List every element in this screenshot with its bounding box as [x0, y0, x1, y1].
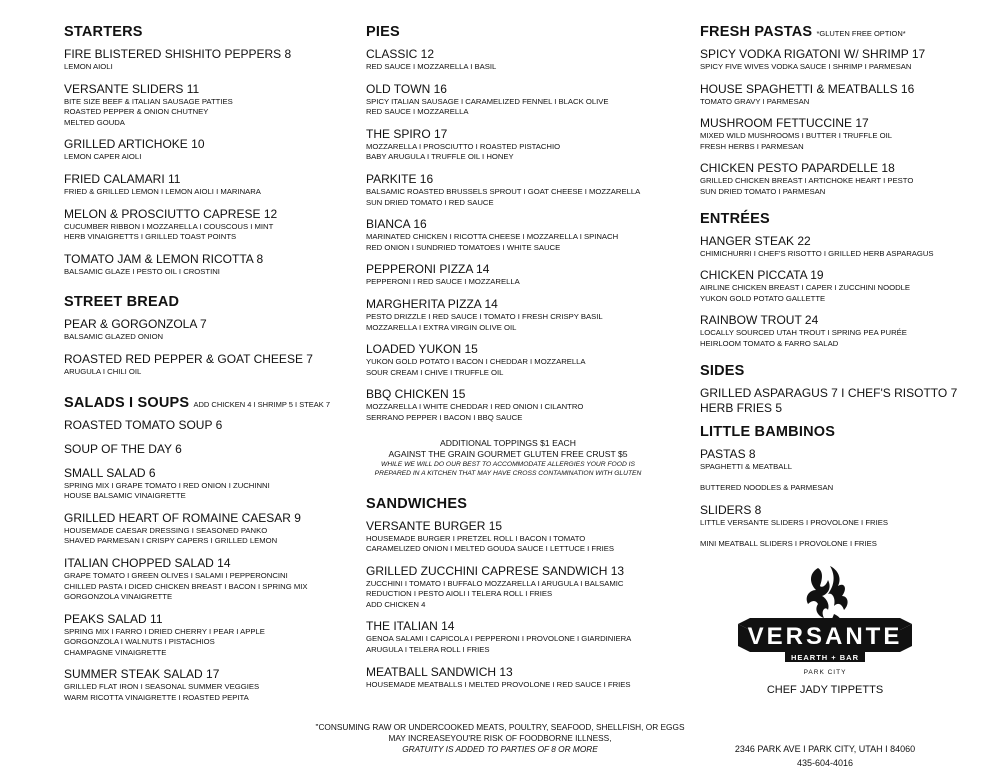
menu-column-2 — [366, 24, 666, 699]
menu-item-description: SUN DRIED TOMATO I RED SAUCE — [366, 197, 494, 207]
menu-item — [64, 82, 354, 129]
menu-item-name: CLASSIC 12 — [366, 47, 435, 61]
menu-item — [700, 447, 990, 494]
menu-item-description: SPICY ITALIAN SAUSAGE I CARAMELIZED FENNEL I BLACK OLIVE — [366, 96, 609, 106]
menu-item — [366, 665, 666, 691]
menu-item — [64, 466, 354, 502]
menu-item-name: HANGER STEAK 22 — [700, 233, 811, 248]
menu-item-name: SPICY VODKA RIGATONI W/ SHRIMP 17 — [700, 47, 926, 61]
menu-item — [64, 556, 354, 603]
street-bread-list — [64, 317, 354, 377]
menu-item — [366, 127, 666, 163]
menu-item-name: PEPPERONI PIZZA 14 — [366, 262, 490, 277]
menu-item-name: THE ITALIAN 14 — [366, 619, 455, 634]
logo-subtitle: HEARTH + BAR — [790, 653, 860, 662]
menu-item-description: SPICY FIVE WIVES VODKA SAUCE I SHRIMP I PARMESAN — [700, 62, 912, 71]
starters-list — [64, 47, 354, 277]
consumption-disclaimer — [290, 722, 710, 755]
menu-item — [700, 234, 990, 260]
menu-item — [366, 172, 666, 208]
pastas-list — [700, 47, 990, 198]
menu-item-name: SMALL SALAD 6 — [64, 465, 156, 480]
menu-item-description: HOUSEMADE BURGER I PRETZEL ROLL I BACON I TOMATO — [366, 533, 586, 543]
menu-item — [366, 619, 666, 655]
menu-item — [700, 47, 990, 73]
menu-item — [64, 511, 354, 547]
menu-item-description: GENOA SALAMI I CAPICOLA I PEPPERONI I PROVOLONE I GIARDINIERA — [366, 634, 632, 644]
chef-name: CHEF JADY TIPPETTS — [766, 684, 884, 696]
menu-item-description: MIXED WILD MUSHROOMS I BUTTER I TRUFFLE OIL — [700, 131, 893, 141]
gratuity-note: GRATUITY IS ADDED TO PARTIES OF 8 OR MORE — [402, 744, 598, 754]
menu-item-description — [700, 472, 990, 483]
menu-item-name: TOMATO JAM & LEMON RICOTTA 8 — [64, 251, 264, 266]
menu-item-description: PEPPERONI I RED SAUCE I MOZZARELLA — [366, 277, 520, 287]
menu-item-description: FRESH HERBS I PARMESAN — [700, 141, 804, 151]
menu-item-description: SOUR CREAM I CHIVE I TRUFFLE OIL — [366, 367, 504, 377]
address: 2346 PARK AVE I PARK CITY, UTAH I 84060 — [734, 744, 916, 754]
menu-item — [700, 161, 990, 197]
salads-title-text: SALADS I SOUPS — [64, 394, 190, 411]
logo-city: PARK CITY — [803, 669, 847, 676]
menu-item-description: LOCALLY SOURCED UTAH TROUT I SPRING PEA PURÉE — [700, 328, 907, 338]
menu-item-name: CHICKEN PESTO PAPARDELLE 18 — [700, 161, 895, 176]
menu-item — [366, 342, 666, 378]
menu-item-description: HEIRLOOM TOMATO & FARRO SALAD — [700, 338, 839, 348]
menu-item-name: LOADED YUKON 15 — [366, 342, 478, 357]
menu-item — [64, 252, 354, 278]
section-title-salads — [64, 395, 354, 411]
sandwiches-list — [366, 519, 666, 691]
section-title-sandwiches: SANDWICHES — [366, 495, 468, 512]
menu-item-name: VERSANTE SLIDERS 11 — [64, 81, 200, 96]
disclaimer-line-1: "CONSUMING RAW OR UNDERCOOKED MEATS, POULTRY, SEAFOOD, SHELLFISH, OR EGGS — [315, 722, 685, 732]
section-title-entrees: ENTRÉES — [700, 210, 770, 227]
menu-item-description: RED ONION I SUNDRIED TOMATOES I WHITE SAUCE — [366, 242, 561, 252]
menu-item-name: PEAKS SALAD 11 — [64, 611, 163, 626]
menu-item-name: THE SPIRO 17 — [366, 126, 448, 141]
menu-column-1 — [64, 24, 354, 713]
menu-item-name: HOUSE SPAGHETTI & MEATBALLS 16 — [700, 81, 915, 96]
menu-item — [366, 564, 666, 611]
menu-item-description: BALSAMIC ROASTED BRUSSELS SPROUT I GOAT CHEESE I MOZZARELLA — [366, 186, 641, 196]
menu-item-description: MOZZARELLA I PROSCIUTTO I ROASTED PISTACHIO — [366, 141, 561, 151]
menu-item — [64, 47, 354, 73]
menu-item-description: REDUCTION I PESTO AIOLI I TELERA ROLL I FRIES — [366, 589, 553, 599]
menu-item-name: PEAR & GORGONZOLA 7 — [64, 317, 207, 332]
menu-item — [64, 442, 354, 457]
toppings-line-2: AGAINST THE GRAIN GOURMET GLUTEN FREE CRUST $5 — [388, 448, 628, 459]
salads-addon-note: ADD CHICKEN 4 I SHRIMP 5 I STEAK 7 — [193, 399, 331, 409]
menu-item-name: FRIED CALAMARI 11 — [64, 171, 181, 186]
menu-item-description: ROASTED PEPPER & ONION CHUTNEY — [64, 107, 209, 117]
menu-item-name: VERSANTE BURGER 15 — [366, 518, 503, 533]
section-title-pastas — [700, 24, 990, 40]
menu-item-description: BABY ARUGULA I TRUFFLE OIL I HONEY — [366, 152, 514, 162]
bambinos-list — [700, 447, 990, 550]
menu-item-name: ITALIAN CHOPPED SALAD 14 — [64, 555, 231, 570]
sides-line-2: HERB FRIES 5 — [700, 400, 783, 415]
menu-item — [700, 503, 990, 550]
menu-item — [700, 116, 990, 152]
pies-list — [366, 47, 666, 424]
menu-item-name: OLD TOWN 16 — [366, 81, 447, 96]
menu-item-description: HERB VINAIGRETTS I GRILLED TOAST POINTS — [64, 232, 237, 242]
menu-item-name: GRILLED ARTICHOKE 10 — [64, 137, 205, 152]
menu-item-description: LITTLE VERSANTE SLIDERS I PROVOLONE I FRIES — [700, 517, 888, 527]
menu-item-description: SPRING MIX I GRAPE TOMATO I RED ONION I ZUCHINNI — [64, 480, 270, 490]
section-title-sides: SIDES — [700, 362, 745, 379]
restaurant-contact — [700, 742, 950, 770]
menu-item-name: MEATBALL SANDWICH 13 — [366, 664, 513, 679]
menu-item-name: SLIDERS 8 — [700, 502, 762, 517]
menu-item — [64, 667, 354, 703]
menu-item-description: BALSAMIC GLAZE I PESTO OIL I CROSTINI — [64, 266, 220, 276]
menu-item-name: BBQ CHICKEN 15 — [366, 387, 466, 402]
menu-item — [366, 217, 666, 253]
flame-emblem-icon — [730, 560, 920, 680]
menu-item-description: YUKON GOLD POTATO I BACON I CHEDDAR I MOZZARELLA — [366, 357, 586, 367]
menu-item-name: BIANCA 16 — [366, 217, 427, 232]
menu-item-name: CHICKEN PICCATA 19 — [700, 268, 824, 283]
menu-item-description: MARINATED CHICKEN I RICOTTA CHEESE I MOZZARELLA I SPINACH — [366, 232, 619, 242]
menu-item-description: SHAVED PARMESAN I CRISPY CAPERS I GRILLED LEMON — [64, 536, 278, 546]
menu-item-description: MOZZARELLA I EXTRA VIRGIN OLIVE OIL — [366, 322, 517, 332]
menu-item-description: ADD CHICKEN 4 — [366, 599, 426, 609]
menu-item-description: BALSAMIC GLAZED ONION — [64, 332, 164, 342]
menu-item-description: PESTO DRIZZLE I RED SAUCE I TOMATO I FRESH CRISPY BASIL — [366, 311, 603, 321]
toppings-line-1: ADDITIONAL TOPPINGS $1 EACH — [440, 437, 576, 448]
menu-item — [700, 82, 990, 108]
menu-item-description: GRAPE TOMATO I GREEN OLIVES I SALAMI I PEPPERONCINI — [64, 570, 288, 580]
menu-item-description — [700, 528, 990, 539]
disclaimer-line-2: MAY INCREASEYOU'RE RISK OF FOODBORNE ILLNESS, — [388, 733, 612, 743]
gluten-warning-line-2: PREPARED IN A KITCHEN THAT MAY HAVE CROSS CONTAMINATION WITH GLUTEN — [374, 469, 642, 477]
menu-item — [366, 387, 666, 423]
menu-item-name: PASTAS 8 — [700, 446, 756, 461]
menu-item-description: HOUSEMADE MEATBALLS I MELTED PROVOLONE I RED SAUCE I FRIES — [366, 679, 631, 689]
menu-item-description: BUTTERED NOODLES & PARMESAN — [700, 483, 834, 493]
menu-item — [64, 612, 354, 659]
menu-item-description: MOZZARELLA I WHITE CHEDDAR I RED ONION I CILANTRO — [366, 402, 584, 412]
menu-item-description: CUCUMBER RIBBON I MOZZARELLA I COUSCOUS I MINT — [64, 221, 274, 231]
menu-item-description: HOUSE BALSAMIC VINAIGRETTE — [64, 491, 186, 501]
menu-item — [64, 207, 354, 243]
menu-item-name: ROASTED TOMATO SOUP 6 — [64, 417, 223, 432]
menu-item-description: CARAMELIZED ONION I MELTED GOUDA SAUCE I LETTUCE I FRIES — [366, 544, 615, 554]
gluten-warning-line-1: WHILE WE WILL DO OUR BEST TO ACCOMMODATE ALLERGIES YOUR FOOD IS — [381, 460, 635, 468]
toppings-note — [358, 438, 658, 478]
menu-item-description: YUKON GOLD POTATO GALLETTE — [700, 293, 826, 303]
menu-item — [366, 262, 666, 288]
menu-item-name: RAINBOW TROUT 24 — [700, 313, 819, 328]
menu-item-description: SUN DRIED TOMATO I PARMESAN — [700, 186, 826, 196]
menu-item-name: GRILLED ZUCCHINI CAPRESE SANDWICH 13 — [366, 563, 625, 578]
menu-item-name: ROASTED RED PEPPER & GOAT CHEESE 7 — [64, 351, 313, 366]
menu-item-name: MARGHERITA PIZZA 14 — [366, 296, 498, 311]
menu-item-description: SPRING MIX I FARRO I DRIED CHERRY I PEAR I APPLE — [64, 626, 265, 636]
versante-logo — [730, 560, 920, 680]
menu-item-name: MELON & PROSCIUTTO CAPRESE 12 — [64, 206, 278, 221]
menu-item-name: SOUP OF THE DAY 6 — [64, 441, 182, 456]
menu-item-description: TOMATO GRAVY I PARMESAN — [700, 96, 810, 106]
section-title-bambinos: LITTLE BAMBINOS — [700, 423, 836, 440]
menu-item — [64, 172, 354, 198]
pastas-title-text: FRESH PASTAS — [700, 24, 813, 40]
menu-item — [700, 268, 990, 304]
menu-item-description: CHIMICHURRI I CHEF'S RISOTTO I GRILLED HERB ASPARAGUS — [700, 248, 934, 258]
menu-item-description: AIRLINE CHICKEN BREAST I CAPER I ZUCCHINI NOODLE — [700, 283, 911, 293]
section-title-starters: STARTERS — [64, 24, 143, 40]
entrees-list — [700, 234, 990, 350]
menu-item-description: WARM RICOTTA VINAIGRETTE I ROASTED PEPITA — [64, 693, 249, 703]
section-title-pies: PIES — [366, 24, 400, 40]
menu-item-description: SPAGHETTI & MEATBALL — [700, 461, 792, 471]
menu-item-description: GORGONZOLA VINAIGRETTE — [64, 592, 173, 602]
menu-item — [366, 47, 666, 73]
menu-item-description: GRILLED CHICKEN BREAST I ARTICHOKE HEART I PESTO — [700, 176, 914, 186]
menu-item-description: ZUCCHINI I TOMATO I BUFFALO MOZZARELLA I ARUGULA I BALSAMIC — [366, 578, 624, 588]
menu-item — [64, 418, 354, 433]
menu-item-name: MUSHROOM FETTUCCINE 17 — [700, 116, 869, 131]
gluten-free-note: *GLUTEN FREE OPTION* — [816, 29, 906, 38]
menu-item — [366, 297, 666, 333]
menu-item-description: ARUGULA I TELERA ROLL I FRIES — [366, 645, 490, 655]
menu-column-3 — [700, 24, 990, 559]
menu-item — [64, 352, 354, 378]
menu-item — [366, 82, 666, 118]
sides-line-1: GRILLED ASPARAGUS 7 I CHEF'S RISOTTO 7 — [700, 385, 958, 400]
menu-item-description: CHAMPAGNE VINAIGRETTE — [64, 647, 167, 657]
phone: 435-604-4016 — [796, 758, 854, 768]
menu-item-name: PARKITE 16 — [366, 171, 434, 186]
menu-item — [64, 137, 354, 163]
menu-item-description: RED SAUCE I MOZZARELLA I BASIL — [366, 62, 497, 71]
menu-item-description: LEMON CAPER AIOLI — [64, 152, 142, 162]
menu-item-description: CHILLED PASTA I DICED CHICKEN BREAST I BACON I SPRING MIX — [64, 581, 308, 591]
menu-item-description: GRILLED FLAT IRON I SEASONAL SUMMER VEGGIES — [64, 682, 260, 692]
menu-item-description: LEMON AIOLI — [64, 62, 113, 71]
menu-item — [64, 317, 354, 343]
logo-name: VERSANTE — [747, 623, 903, 650]
menu-item-name: GRILLED HEART OF ROMAINE CAESAR 9 — [64, 510, 301, 525]
section-title-street-bread: STREET BREAD — [64, 294, 180, 311]
menu-item-name: SUMMER STEAK SALAD 17 — [64, 667, 220, 682]
menu-item-description: RED SAUCE I MOZZARELLA — [366, 107, 469, 117]
menu-item-description: MELTED GOUDA — [64, 117, 125, 127]
menu-item-description: GORGONZOLA I WALNUTS I PISTACHIOS — [64, 637, 215, 647]
menu-item — [700, 313, 990, 349]
menu-item-description: ARUGULA I CHILI OIL — [64, 366, 142, 376]
menu-item-description: MINI MEATBALL SLIDERS I PROVOLONE I FRIES — [700, 539, 877, 549]
menu-item — [366, 519, 666, 555]
menu-item-name: FIRE BLISTERED SHISHITO PEPPERS 8 — [64, 47, 292, 61]
menu-item-description: FRIED & GRILLED LEMON I LEMON AIOLI I MARINARA — [64, 186, 261, 196]
menu-item-description: BITE SIZE BEEF & ITALIAN SAUSAGE PATTIES — [64, 96, 233, 106]
salads-list — [64, 418, 354, 704]
menu-item-description: SERRANO PEPPER I BACON I BBQ SAUCE — [366, 412, 523, 422]
menu-item-description: HOUSEMADE CAESAR DRESSING I SEASONED PANKO — [64, 525, 268, 535]
